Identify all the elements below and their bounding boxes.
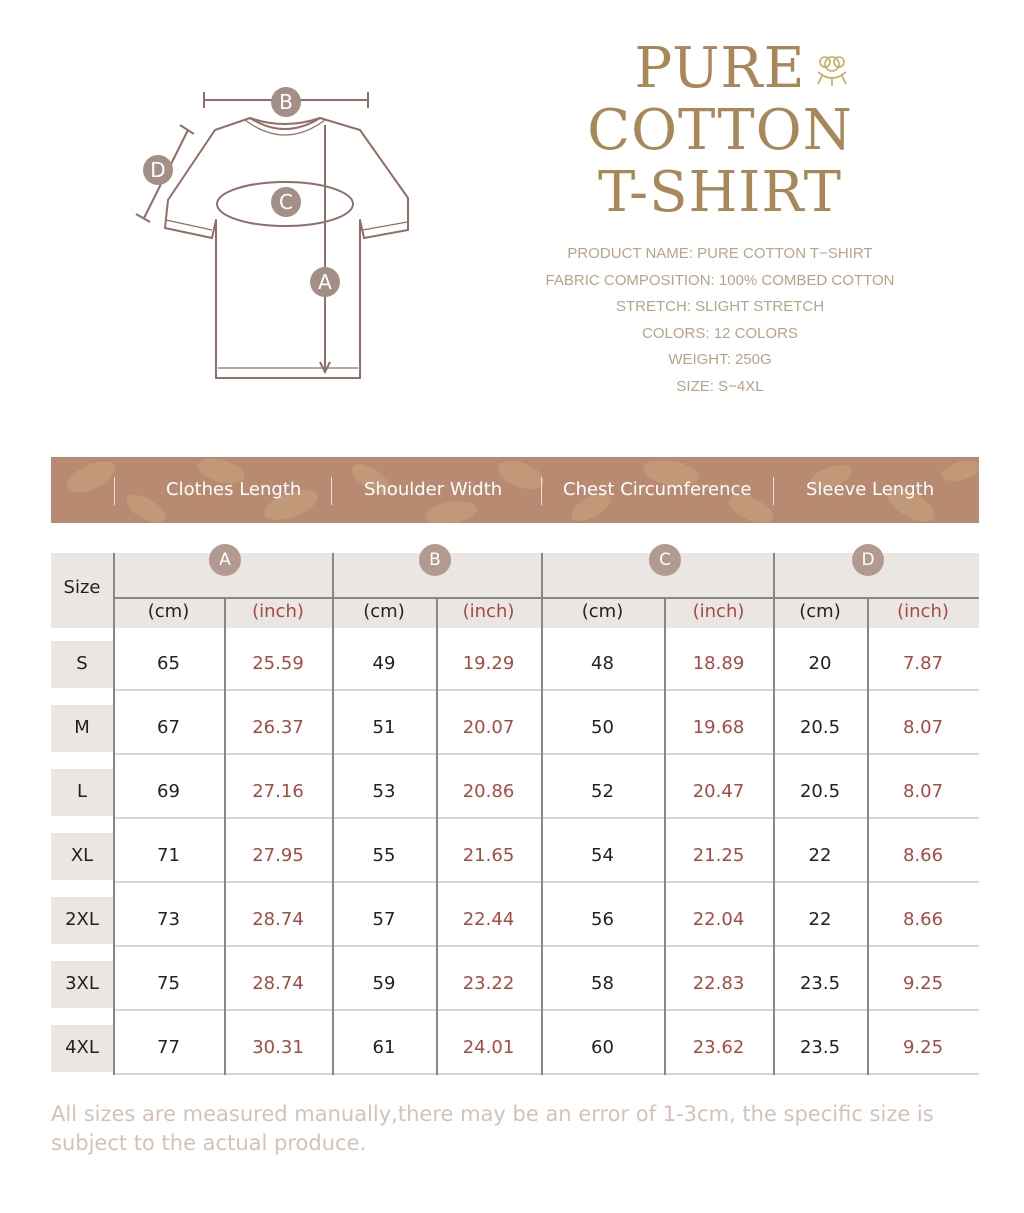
value-cm: 23.5 [799, 973, 841, 994]
row-divider [113, 945, 979, 947]
unit-header-inch: (inch) [692, 601, 745, 622]
banner-shoulder-width: Shoulder Width [364, 479, 503, 500]
value-inch: 25.59 [252, 653, 304, 674]
value-inch: 8.07 [902, 781, 944, 802]
value-cm: 52 [591, 781, 614, 802]
spec-stretch: STRETCH: SLIGHT STRETCH [615, 298, 825, 315]
value-cm: 69 [157, 781, 180, 802]
product-specs [500, 241, 940, 400]
value-inch: 8.66 [902, 909, 944, 930]
spec-fabric: FABRIC COMPOSITION: 100% COMBED COTTON [545, 271, 895, 289]
unit-header-cm: (cm) [799, 601, 841, 622]
value-inch: 21.25 [692, 845, 745, 866]
title-line-1: PURE [634, 36, 806, 101]
label-a: A [318, 270, 332, 294]
group-divider [773, 553, 775, 1075]
value-inch: 26.37 [252, 717, 304, 738]
group-badge-a: A [209, 544, 241, 576]
group-badge-c: C [649, 544, 681, 576]
value-cm: 61 [372, 1037, 396, 1058]
value-inch: 8.07 [902, 717, 944, 738]
row-divider [113, 1073, 979, 1075]
size-table [51, 550, 979, 1078]
size-label: 4XL [65, 1037, 99, 1058]
group-divider [332, 553, 334, 1075]
value-cm: 50 [591, 717, 614, 738]
value-cm: 67 [157, 717, 180, 738]
spec-size: SIZE: S−4XL [676, 377, 764, 395]
value-cm: 20 [808, 653, 832, 674]
value-inch: 27.95 [252, 845, 304, 866]
group-divider [541, 553, 543, 1075]
group-header-bg [113, 553, 979, 597]
label-c: C [279, 190, 293, 214]
value-cm: 60 [591, 1037, 614, 1058]
banner-sleeve-length: Sleeve Length [806, 479, 935, 500]
value-inch: 23.22 [462, 973, 515, 994]
label-b: B [279, 90, 293, 114]
measurement-banner [51, 457, 979, 523]
value-cm: 73 [157, 909, 180, 930]
size-label: XL [70, 845, 94, 866]
size-header: Size [63, 577, 101, 598]
unit-header-inch: (inch) [252, 601, 304, 622]
banner-clothes-length: Clothes Length [166, 479, 302, 500]
value-cm: 20.5 [799, 781, 841, 802]
unit-header-cm: (cm) [581, 601, 624, 622]
value-cm: 65 [157, 653, 180, 674]
value-inch: 28.74 [252, 973, 304, 994]
value-cm: 20.5 [799, 717, 841, 738]
size-label: 3XL [65, 973, 99, 994]
spec-product-name: PRODUCT NAME: PURE COTTON T−SHIRT [567, 245, 873, 262]
value-inch: 22.83 [692, 973, 745, 994]
unit-divider [224, 599, 226, 1075]
row-divider [113, 817, 979, 819]
unit-header-inch: (inch) [897, 601, 949, 622]
row-divider [113, 881, 979, 883]
row-divider [113, 1009, 979, 1011]
value-inch: 27.16 [252, 781, 304, 802]
value-inch: 22.04 [692, 909, 745, 930]
value-cm: 53 [372, 781, 396, 802]
value-inch: 21.65 [462, 845, 515, 866]
spec-colors: COLORS: 12 COLORS [642, 324, 798, 342]
value-inch: 8.66 [902, 845, 944, 866]
value-inch: 24.01 [462, 1037, 515, 1058]
value-cm: 55 [372, 845, 396, 866]
value-inch: 19.68 [692, 717, 745, 738]
value-cm: 71 [157, 845, 180, 866]
value-cm: 56 [591, 909, 614, 930]
value-inch: 20.47 [692, 781, 745, 802]
value-inch: 7.87 [902, 653, 944, 674]
row-divider [113, 689, 979, 691]
value-inch: 18.89 [692, 653, 745, 674]
value-cm: 77 [157, 1037, 180, 1058]
value-cm: 48 [591, 653, 614, 674]
size-label: M [74, 717, 90, 738]
banner-divider [541, 477, 542, 505]
label-d: D [150, 158, 166, 182]
unit-divider [436, 599, 438, 1075]
value-cm: 51 [372, 717, 396, 738]
banner-divider [331, 477, 332, 505]
unit-divider [664, 599, 666, 1075]
value-inch: 9.25 [902, 1037, 944, 1058]
unit-divider [867, 599, 869, 1075]
value-cm: 75 [157, 973, 180, 994]
group-divider [113, 553, 115, 1075]
value-inch: 22.44 [462, 909, 515, 930]
spec-weight: WEIGHT: 250G [668, 351, 772, 368]
value-cm: 22 [808, 845, 832, 866]
value-inch: 9.25 [902, 973, 944, 994]
title-line-2: COTTON [587, 98, 853, 163]
unit-header-inch: (inch) [462, 601, 515, 622]
value-cm: 54 [591, 845, 614, 866]
value-inch: 19.29 [462, 653, 515, 674]
size-label: L [76, 781, 88, 802]
value-inch: 30.31 [252, 1037, 304, 1058]
banner-divider [114, 477, 115, 505]
unit-header-cm: (cm) [147, 601, 190, 622]
value-inch: 20.86 [462, 781, 515, 802]
banner-chest-circumference: Chest Circumference [563, 479, 752, 500]
value-cm: 22 [808, 909, 832, 930]
size-label: 2XL [65, 909, 99, 930]
unit-header-cm: (cm) [363, 601, 405, 622]
header-divider [113, 597, 979, 599]
group-badge-d: D [852, 544, 884, 576]
tshirt-diagram [120, 70, 430, 400]
value-cm: 57 [372, 909, 396, 930]
value-cm: 58 [591, 973, 614, 994]
value-cm: 23.5 [799, 1037, 841, 1058]
size-label: S [76, 653, 88, 674]
value-inch: 23.62 [692, 1037, 745, 1058]
value-cm: 49 [372, 653, 396, 674]
group-badge-b: B [419, 544, 451, 576]
banner-divider [773, 477, 774, 505]
title-line-3: T-SHIRT [598, 160, 842, 225]
value-cm: 59 [372, 973, 396, 994]
value-inch: 20.07 [462, 717, 515, 738]
cotton-flower-icon [810, 46, 854, 90]
row-divider [113, 753, 979, 755]
footnote: All sizes are measured manually,there may be an error of 1-3cm, the specific size is subject to the actual produce. [51, 1102, 934, 1155]
value-inch: 28.74 [252, 909, 304, 930]
